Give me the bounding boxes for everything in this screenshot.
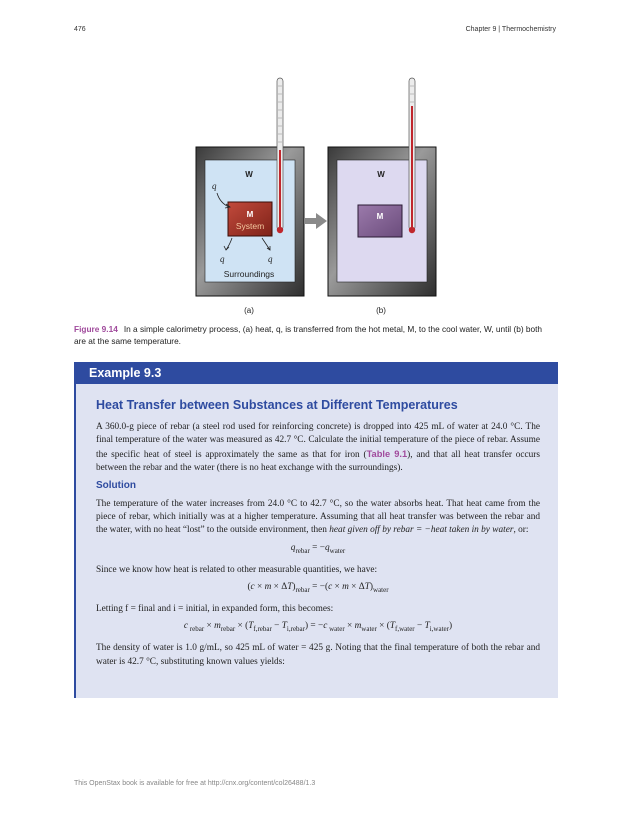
q-label-right: q [268,254,273,264]
metal-label-b: M [376,212,384,221]
q-label-left: q [220,254,225,264]
problem-paragraph: A 360.0-g piece of rebar (a steel rod used for reinforcing concrete) is dropped into 425 mL of water at 24.0 °C. The final temperature of the water was measured as 42.7 °C. Calculate the initial temperature of the piece of rebar. Assume the specific heat of steel is approximately the same as that for iron (Table 9.1), and that all heat transfer occurs between the rebar and the water (there is no heat exchange with the surroundings). [96,422,540,474]
page-footer: This OpenStax book is available for free at http://cnx.org/content/col26488/1.3 [74,780,316,787]
system-label: System [235,221,265,231]
metal-label-a: M [246,210,254,219]
example-title: Heat Transfer between Substances at Different Temperatures [96,398,458,412]
table-link[interactable]: Table 9.1 [366,448,408,459]
figure-label: Figure 9.14 [74,324,118,334]
paragraph-letting: Letting f = final and i = initial, in expanded form, this becomes: [96,603,334,614]
panel-a [196,78,304,315]
example-box [74,362,558,698]
water-label-b: W [377,170,385,179]
solution-heading: Solution [96,479,136,491]
panel-a-label: (a) [244,306,254,315]
metal-b [358,205,402,237]
paragraph-relation: Since we know how heat is related to other measurable quantities, we have: [96,564,378,575]
equation-2: $(c \times m \times \Delta T)_{rebar} = -(c \times m \times \Delta T)_{water}$ [247,582,389,594]
panel-b-label: (b) [376,306,386,315]
surroundings-label: Surroundings [223,269,275,279]
panel-b [328,78,436,315]
figure-caption [74,324,556,347]
solution-paragraph: The temperature of the water increases from 24.0 °C to 42.7 °C, so the water absorbs heat. That heat came from the piece of rebar, which initially was at a higher temperature. Assuming that all heat transfer was between the rebar and the water, with no heat “lost” to the outside environment, then heat given off by rebar = −heat taken in by water, or: [96,498,540,536]
page-number: 476 [74,26,86,33]
figure-caption-text: In a simple calorimetry process, (a) heat, q, is transferred from the hot metal, M, to the cool water, W, until (b) both are at the same temperature. [74,324,543,346]
thermometer-b-icon [409,78,415,233]
equation-3: c $_{rebar} \times m_{rebar} \times (T_{f,rebar} - T_{i,rebar}) = -c$ $_{water} \times m_{water} \times (T_{f,water} - T_{i,water})$ [183,621,453,634]
transition-arrow-icon [305,213,327,229]
chapter-header: Chapter 9 | Thermochemistry [465,26,556,33]
paragraph-density: The density of water is 1.0 g/mL, so 425 mL of water = 425 g. Noting that the final temperature of both the rebar and water is 42.7 °C, substituting known values yields: [96,643,540,667]
calorimetry-figure [190,76,440,321]
q-label-top: q [212,181,217,191]
equation-1: $q_{rebar} = -q_{water}$ [290,542,346,555]
water-label-a: W [245,170,253,179]
example-header: Example 9.3 [76,362,558,384]
thermometer-a-icon [277,78,283,233]
